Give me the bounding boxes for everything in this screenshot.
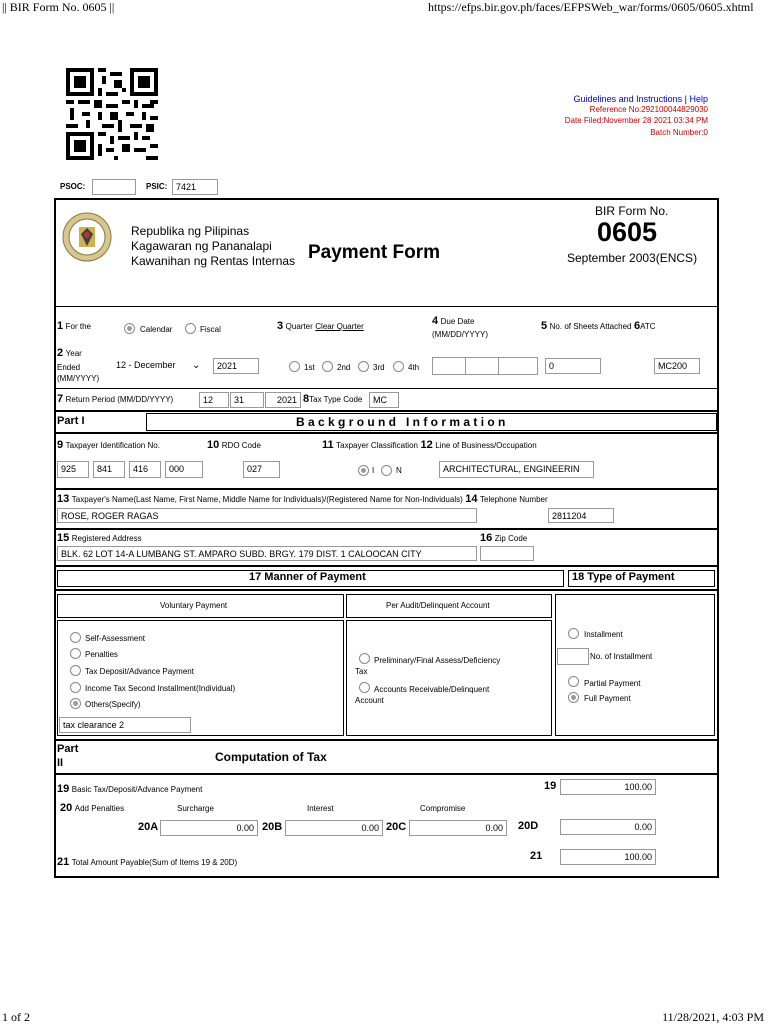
divider-line bbox=[54, 306, 719, 307]
bir-seal-icon bbox=[62, 212, 112, 262]
tax-type-code-input[interactable]: MC bbox=[369, 392, 399, 408]
manner-of-payment-title: 17 Manner of Payment bbox=[249, 571, 366, 583]
form-version: September 2003(ENCS) bbox=[567, 251, 698, 265]
calendar-label: Calendar bbox=[140, 325, 173, 334]
income-tax-second-installment-radio[interactable] bbox=[70, 682, 81, 693]
quarter-1-radio[interactable] bbox=[289, 361, 300, 372]
field-7-label: 7 Return Period (MM/DD/YYYY) bbox=[57, 393, 174, 405]
no-of-installment-label: No. of Installment bbox=[590, 652, 653, 661]
quarter-4-label: 4th bbox=[408, 363, 420, 372]
installment-radio[interactable] bbox=[568, 628, 579, 639]
part-2-label-2: II bbox=[57, 757, 64, 769]
self-assessment-radio[interactable] bbox=[70, 632, 81, 643]
help-link[interactable]: Help bbox=[689, 94, 708, 104]
return-period-month[interactable]: 12 bbox=[199, 392, 229, 408]
field-16-label: 16 Zip Code bbox=[480, 532, 528, 544]
header-bureau: Kawanihan ng Rentas Internas bbox=[131, 254, 296, 268]
no-of-installment-input[interactable] bbox=[557, 648, 589, 665]
psic-input[interactable]: 7421 bbox=[172, 179, 218, 195]
compromise-label: Compromise bbox=[420, 804, 466, 813]
return-period-day[interactable]: 31 bbox=[230, 392, 264, 408]
print-page-url: https://efps.bir.gov.ph/faces/EFPSWeb_war/forms/0605/0605.xhtml bbox=[428, 0, 754, 14]
total-amount-payable-input[interactable]: 100.00 bbox=[560, 849, 656, 865]
classification-individual-radio[interactable] bbox=[358, 465, 369, 476]
tin-part-4[interactable]: 000 bbox=[165, 461, 203, 478]
accounts-receivable-label: Accounts Receivable/Delinquent bbox=[374, 685, 490, 694]
per-audit-title: Per Audit/Delinquent Account bbox=[386, 601, 490, 610]
guidelines-help-links: Guidelines and Instructions | Help bbox=[573, 94, 708, 104]
field-5-label: 5 No. of Sheets Attached 6ATC bbox=[541, 320, 656, 332]
interest-label: Interest bbox=[307, 804, 334, 813]
field-11-label: 11 Taxpayer Classification 12 Line of Business/Occupation bbox=[322, 439, 537, 451]
surcharge-label: Surcharge bbox=[177, 804, 214, 813]
others-radio[interactable] bbox=[70, 698, 81, 709]
print-page-title: || BIR Form No. 0605 || bbox=[2, 0, 115, 14]
field-20d-tag: 20D bbox=[518, 820, 539, 832]
return-period-year[interactable]: 2021 bbox=[265, 392, 301, 408]
form-number: 0605 bbox=[597, 217, 658, 247]
quarter-2-label: 2nd bbox=[337, 363, 351, 372]
field-3-label: 3 Quarter Clear Quarter bbox=[277, 320, 364, 332]
tin-part-2[interactable]: 841 bbox=[93, 461, 125, 478]
quarter-2-radio[interactable] bbox=[322, 361, 333, 372]
telephone-input[interactable]: 2811204 bbox=[548, 508, 614, 523]
partial-payment-radio[interactable] bbox=[568, 676, 579, 687]
field-2-format: (MM/YYYY) bbox=[57, 374, 100, 383]
part-1-label: Part I bbox=[57, 415, 85, 427]
reference-number: Reference No:292100044829030 bbox=[589, 105, 708, 114]
field-2-ended: Ended bbox=[57, 363, 81, 372]
preliminary-assessment-label: Preliminary/Final Assess/Deficiency bbox=[374, 656, 501, 665]
preliminary-assessment-label-2: Tax bbox=[355, 667, 368, 676]
part-2-label: Part bbox=[57, 743, 79, 755]
part-2-title: Computation of Tax bbox=[215, 750, 327, 764]
month-select[interactable]: 12 - December ⌄ bbox=[116, 360, 201, 371]
due-date-day[interactable] bbox=[465, 357, 499, 375]
preliminary-assessment-radio[interactable] bbox=[359, 653, 370, 664]
line-of-business-input[interactable]: ARCHITECTURAL, ENGINEERIN bbox=[439, 461, 594, 478]
field-8-label: 8Tax Type Code bbox=[303, 393, 363, 405]
date-filed: Date Filed:November 28 2021 03:34 PM bbox=[564, 116, 708, 125]
fiscal-label: Fiscal bbox=[200, 325, 221, 334]
income-tax-second-installment-label: Income Tax Second Installment(Individual) bbox=[85, 684, 236, 693]
field-21-label: 21 Total Amount Payable(Sum of Items 19 & 20D) bbox=[57, 856, 238, 868]
registered-address-input[interactable]: BLK. 62 LOT 14-A LUMBANG ST. AMPARO SUBD. BRGY. 179 DIST. 1 CALOOCAN CITY bbox=[57, 546, 477, 561]
field-20a-tag: 20A bbox=[138, 821, 159, 833]
tax-deposit-radio[interactable] bbox=[70, 665, 81, 676]
interest-input[interactable]: 0.00 bbox=[285, 820, 383, 836]
field-19-label: 19 Basic Tax/Deposit/Advance Payment bbox=[57, 783, 203, 795]
field-10-label: 10 RDO Code bbox=[207, 439, 261, 451]
field-13-label: 13 Taxpayer's Name(Last Name, First Name, Middle Name for Individuals)/(Registered Name for Non-Individuals) 14 Telephone Number bbox=[57, 493, 548, 505]
psic-label: PSIC: bbox=[146, 182, 168, 191]
full-payment-radio[interactable] bbox=[568, 692, 579, 703]
year-input[interactable]: 2021 bbox=[213, 358, 259, 374]
penalties-radio[interactable] bbox=[70, 648, 81, 659]
field-2-label: 2 Year bbox=[57, 347, 82, 359]
quarter-3-radio[interactable] bbox=[358, 361, 369, 372]
due-date-year[interactable] bbox=[498, 357, 538, 375]
field-20-label: 20 Add Penalties bbox=[60, 802, 125, 814]
chevron-down-icon: ⌄ bbox=[192, 360, 201, 371]
atc-input[interactable]: MC200 bbox=[654, 358, 700, 374]
others-label: Others(Specify) bbox=[85, 700, 141, 709]
field-4-format: (MM/DD/YYYY) bbox=[432, 330, 488, 339]
quarter-4-radio[interactable] bbox=[393, 361, 404, 372]
taxpayer-name-input[interactable]: ROSE, ROGER RAGAS bbox=[57, 508, 477, 523]
type-options-box bbox=[555, 594, 715, 736]
part-1-title: B a c k g r o u n d I n f o r m a t i o n bbox=[296, 415, 506, 429]
voluntary-payment-title: Voluntary Payment bbox=[160, 601, 228, 610]
rdo-code-input[interactable]: 027 bbox=[243, 461, 280, 478]
accounts-receivable-radio[interactable] bbox=[359, 682, 370, 693]
field-1-label: 1 For the bbox=[57, 320, 91, 332]
field-21-tag: 21 bbox=[530, 850, 543, 862]
clear-quarter-link[interactable]: Clear Quarter bbox=[315, 322, 364, 331]
form-no-label: BIR Form No. bbox=[595, 204, 669, 218]
self-assessment-label: Self-Assessment bbox=[85, 634, 146, 643]
fiscal-radio[interactable] bbox=[185, 323, 196, 334]
field-9-label: 9 Taxpayer Identification No. bbox=[57, 439, 160, 451]
print-page-number: 1 of 2 bbox=[2, 1010, 30, 1024]
qr-code bbox=[66, 68, 158, 160]
classification-nonindividual-radio[interactable] bbox=[381, 465, 392, 476]
surcharge-input[interactable]: 0.00 bbox=[160, 820, 258, 836]
psoc-input[interactable] bbox=[92, 179, 136, 195]
type-of-payment-title: 18 Type of Payment bbox=[572, 571, 675, 583]
tin-part-3[interactable]: 416 bbox=[129, 461, 161, 478]
others-specify-input[interactable]: tax clearance 2 bbox=[59, 717, 191, 733]
basic-tax-input[interactable]: 100.00 bbox=[560, 779, 656, 795]
field-4-label: 4 Due Date bbox=[432, 315, 475, 327]
part-2-header bbox=[54, 740, 719, 774]
psoc-label: PSOC: bbox=[60, 182, 86, 191]
header-republic: Republika ng Pilipinas bbox=[131, 224, 250, 238]
print-datetime: 11/28/2021, 4:03 PM bbox=[662, 1010, 764, 1024]
calendar-radio[interactable] bbox=[124, 323, 135, 334]
field-15-label: 15 Registered Address bbox=[57, 532, 142, 544]
installment-label: Installment bbox=[584, 630, 623, 639]
quarter-3-label: 3rd bbox=[373, 363, 385, 372]
field-19-tag: 19 bbox=[544, 780, 557, 792]
form-title: Payment Form bbox=[308, 242, 440, 263]
tin-part-1[interactable]: 925 bbox=[57, 461, 89, 478]
full-payment-label: Full Payment bbox=[584, 694, 631, 703]
guidelines-link[interactable]: Guidelines and Instructions bbox=[573, 94, 683, 104]
due-date-month[interactable] bbox=[432, 357, 466, 375]
quarter-1-label: 1st bbox=[304, 363, 315, 372]
classification-individual-label: I bbox=[372, 466, 375, 475]
partial-payment-label: Partial Payment bbox=[584, 679, 641, 688]
total-penalties-input[interactable]: 0.00 bbox=[560, 819, 656, 835]
zip-code-input[interactable] bbox=[480, 546, 534, 561]
compromise-input[interactable]: 0.00 bbox=[409, 820, 507, 836]
field-20b-tag: 20B bbox=[262, 821, 283, 833]
audit-options-box bbox=[346, 620, 552, 736]
classification-nonindividual-label: N bbox=[396, 466, 402, 475]
penalties-label: Penalties bbox=[85, 650, 118, 659]
tax-deposit-label: Tax Deposit/Advance Payment bbox=[85, 667, 194, 676]
header-department: Kagawaran ng Pananalapi bbox=[131, 239, 272, 253]
sheets-attached-input[interactable]: 0 bbox=[545, 358, 601, 374]
field-20c-tag: 20C bbox=[386, 821, 407, 833]
batch-number: Batch Number:0 bbox=[650, 128, 708, 137]
accounts-receivable-label-2: Account bbox=[355, 696, 384, 705]
